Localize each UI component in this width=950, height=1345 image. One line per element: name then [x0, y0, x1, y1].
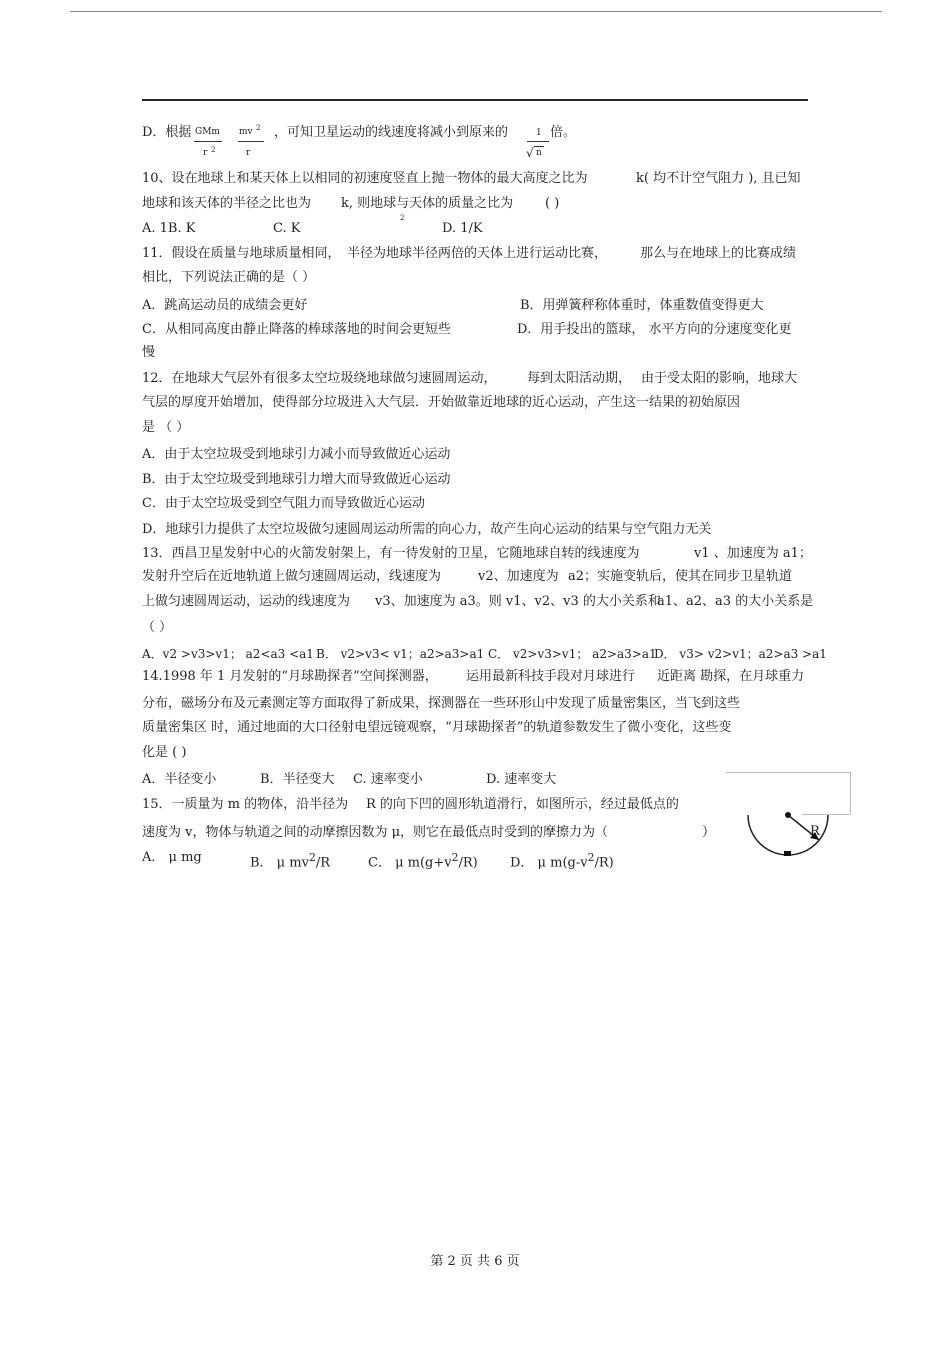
q13-option-a: A．v2 >v3>v1； a2<a3 <a1	[142, 647, 314, 661]
q13-option-b: B． v2>v3< v1；a2>a3>a1	[316, 647, 485, 661]
q11-line1b: 半径为地球半径两倍的天体上进行运动比赛，	[347, 246, 608, 261]
q12-line1c: 由于受太阳的影响，地球大	[641, 371, 798, 386]
header-rule	[142, 99, 808, 101]
q11-option-d-cont: 慢	[142, 345, 156, 360]
q13-option-c: C． v2>v3>v1； a2>a3>a1	[488, 647, 657, 661]
q10-option-d: D. 1/K	[442, 221, 483, 236]
q14-option-c: C. 速率变小	[353, 772, 423, 787]
q9d-suffix: 倍。	[550, 125, 577, 140]
q10-stray-mark: 2	[400, 214, 405, 222]
q13-line3c: a1、a2、a3 的大小关系是	[657, 594, 814, 609]
q10-option-c: C. K	[273, 221, 301, 236]
q14-option-b: B．半径变大	[260, 772, 335, 787]
q9d-frac3-bar	[527, 141, 549, 142]
q10-line2c: ( )	[545, 196, 560, 211]
block-at-bottom	[784, 851, 791, 856]
circular-track-figure	[726, 772, 852, 868]
q15-option-c-tail: /R)	[458, 855, 478, 871]
q13-line1b: v1 、加速度为 a1；	[694, 546, 812, 561]
q11-option-b: B．用弹簧秤称体重时，体重数值变得更大	[520, 298, 764, 313]
q14-line1b: 运用最新科技手段对月球进行	[466, 669, 636, 684]
q15-option-a: A． μ mg	[142, 850, 202, 865]
q9d-frac1-bar	[194, 141, 222, 142]
sqrt-vinculum	[534, 146, 544, 147]
q14-line3: 质量密集区 时，通过地面的大口径射电望远镜观察，“月球勘探者”的轨道参数发生了微小变化，这些变	[142, 720, 732, 735]
q9d-frac1-denominator: r	[203, 148, 208, 158]
q15-line2a: 速度为 v，物体与轨道之间的动摩擦因数为 μ，则它在最低点时受到的摩擦力为（	[142, 825, 609, 840]
q13-line4: （ ）	[142, 620, 173, 635]
q12-line2: 气层的厚度开始增加，使得部分垃圾进入大气层．开始做靠近地球的近心运动，产生这一结果的初始原因	[142, 395, 741, 410]
q15-option-d	[510, 850, 614, 871]
q13-line1a: 13．西昌卫星发射中心的火箭发射架上，有一待发射的卫星，它随地球自转的线速度为	[142, 546, 640, 561]
q12-option-d: D．地球引力提供了太空垃圾做匀速圆周运动所需的向心力，故产生向心运动的结果与空气阻力无关	[142, 522, 712, 537]
q13-line3b: v3、加速度为 a3。则 v1、v2、v3 的大小关系和	[375, 594, 661, 609]
sqrt-icon: √	[526, 146, 534, 160]
q10-line2a: 地球和该天体的半径之比也为	[142, 196, 312, 211]
q10-line1a: 10、设在地球上和某天体上以相同的初速度竖直上抛一物体的最大高度之比为	[142, 171, 588, 186]
q13-option-d: D． v3> v2>v1；a2>a3 >a1	[654, 647, 827, 661]
q14-option-a: A．半径变小	[142, 772, 217, 787]
q11-line1a: 11．假设在质量与地球质量相同，	[142, 246, 341, 261]
q9d-frac2-num-sup: 2	[256, 124, 261, 132]
q9d-frac2-denominator: r	[246, 148, 251, 158]
q9d-frac3-numerator: 1	[536, 128, 542, 138]
q14-line4: 化是 ( )	[142, 745, 187, 760]
q11-option-a: A．跳高运动员的成绩会更好	[142, 298, 308, 313]
q15-option-b	[250, 850, 330, 871]
q12-option-b: B．由于太空垃圾受到地球引力增大而导致做近心运动	[142, 472, 451, 487]
q15-option-b-sup: 2	[308, 851, 316, 864]
q9d-frac2-bar	[238, 141, 264, 142]
q13-line2b: v2、加速度为	[478, 569, 559, 584]
q9d-prefix: D．根据	[142, 125, 192, 140]
q10-option-ab: A. 1B. K	[142, 221, 196, 236]
q15-option-c-text: C． μ m(g+v	[368, 855, 452, 871]
q15-option-d-tail: /R)	[594, 855, 614, 871]
q14-line1c: 近距离 勘探，在月球重力	[657, 669, 805, 684]
q15-option-c-sup: 2	[451, 851, 459, 864]
circular-track-diagram	[726, 772, 852, 868]
q12-line1a: 12．在地球大气层外有很多太空垃圾绕地球做匀速圆周运动，	[142, 371, 497, 386]
q10-line2b: k, 则地球与天体的质量之比为	[341, 196, 514, 211]
q11-line1c: 那么与在地球上的比赛成绩	[640, 246, 797, 261]
q11-line2: 相比，下列说法正确的是（ ）	[142, 270, 316, 285]
q14-line2: 分布，磁场分布及元素测定等方面取得了新成果，探测器在一些环形山中发现了质量密集区，当飞到这些	[142, 696, 741, 711]
q9d-frac1-numerator: GMm	[195, 127, 220, 137]
q15-line1b: R 的向下凹的圆形轨道滑行，如图所示，经过最低点的	[366, 797, 679, 812]
q9d-frac1-den-sup: 2	[211, 146, 216, 154]
q12-option-a: A．由于太空垃圾受到地球引力减小而导致做近心运动	[142, 447, 451, 462]
q12-line3: 是 （ ）	[142, 420, 190, 435]
q12-line1b: 每到太阳活动期，	[527, 371, 632, 386]
q9d-text: ，可知卫星运动的线速度将减小到原来的	[274, 125, 509, 140]
figure-label-r: R	[810, 824, 820, 839]
q10-line1b: k( 均不计空气阻力 ), 且已知	[636, 171, 801, 186]
q15-option-b-text: B． μ mv	[250, 855, 309, 871]
q15-option-b-tail: /R	[315, 855, 331, 871]
q15-line1a: 15．一质量为 m 的物体，沿半径为	[142, 797, 349, 812]
q15-option-d-sup: 2	[587, 851, 595, 864]
q12-option-c: C．由于太空垃圾受到空气阻力而导致做近心运动	[142, 496, 425, 511]
q11-option-c: C．从相同高度由静止降落的棒球落地的时间会更短些	[142, 322, 451, 337]
q13-line3a: 上做匀速圆周运动，运动的线速度为	[142, 594, 351, 609]
q15-line2b: ）	[702, 825, 716, 840]
q13-line2a: 发射升空后在近地轨道上做匀速圆周运动，线速度为	[142, 569, 442, 584]
q14-option-d: D. 速率变大	[486, 772, 557, 787]
q14-line1a: 14.1998 年 1 月发射的“月球勘探者”空间探测器，	[142, 669, 438, 684]
q11-option-d: D．用手投出的篮球， 水平方向的分速度变化更	[517, 322, 792, 337]
q13-line2c: a2；实施变轨后，使其在同步卫星轨道	[568, 569, 793, 584]
q9d-frac3-denominator: n	[536, 148, 542, 158]
page-top-rule	[70, 11, 882, 12]
q15-option-c	[368, 850, 478, 871]
q15-option-d-text: D． μ m(g-v	[510, 855, 588, 871]
q9d-frac2-numerator: mv	[239, 127, 253, 137]
page-footer: 第 2 页 共 6 页	[430, 1254, 520, 1269]
